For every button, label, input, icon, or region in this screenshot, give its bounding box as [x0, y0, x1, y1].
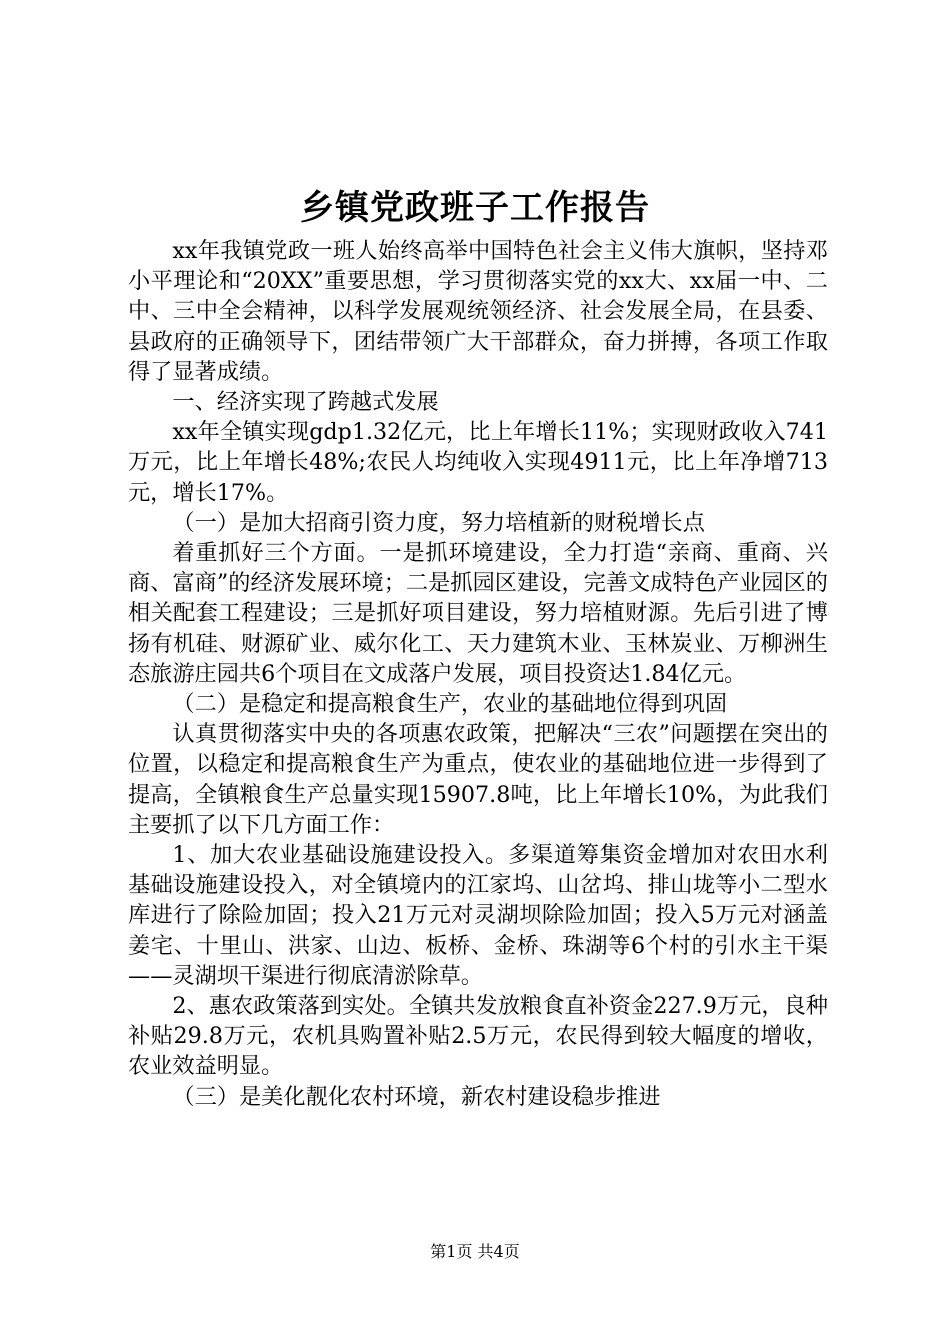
paragraph-grain: 认真贯彻落实中央的各项惠农政策，把解决“三农”问题摆在突出的位置，以稳定和提高粮食生产为重点，使农业的基础地位进一步得到了提高，全镇粮食生产总量实现15907.8吨，比上年增长10%，为此我们主要抓了以下几方面工作： — [128, 721, 828, 838]
document-body — [128, 236, 828, 1112]
paragraph-infrastructure: 1、加大农业基础设施建设投入。多渠道筹集资金增加对农田水利基础设施建设投入，对全镇境内的江家坞、山岔坞、排山垅等小二型水库进行了除险加固；投入21万元对灵湖坝除险加固；投入5万元对涵盖姜宅、十里山、洪家、山边、板桥、金桥、珠湖等6个村的引水主干渠——灵湖坝干渠进行彻底清淤除草。 — [128, 842, 828, 989]
page-number-footer: 第1页 共4页 — [430, 1242, 520, 1261]
subsection-heading-investment: （一）是加大招商引资力度，努力培植新的财税增长点 — [172, 509, 705, 536]
paragraph-subsidies: 2、惠农政策落到实处。全镇共发放粮食直补资金227.9万元，良种补贴29.8万元，农机具购置补贴2.5万元，农民得到较大幅度的增收，农业效益明显。 — [128, 993, 828, 1080]
paragraph-economy-stats: xx年全镇实现gdp1.32亿元，比上年增长11%；实现财政收入741万元，比上年增长48%;农民人均纯收入实现4911元，比上年净增713元，增长17%。 — [128, 419, 828, 506]
section-heading-economy: 一、经济实现了跨越式发展 — [172, 389, 439, 416]
paragraph-intro: xx年我镇党政一班人始终高举中国特色社会主义伟大旗帜，坚持邓小平理论和“20XX”重要思想，学习贯彻落实党的xx大、xx届一中、二中、三中全会精神，以科学发展观统领经济、社会发展全局，在县委、县政府的正确领导下，团结带领广大干部群众，奋力拼搏，各项工作取得了显著成绩。 — [128, 238, 828, 385]
subsection-heading-grain: （二）是稳定和提高粮食生产，农业的基础地位得到巩固 — [172, 691, 728, 718]
page-title: 乡镇党政班子工作报告 — [300, 188, 650, 228]
subsection-heading-environment: （三）是美化靓化农村环境，新农村建设稳步推进 — [172, 1083, 661, 1110]
paragraph-investment: 着重抓好三个方面。一是抓环境建设，全力打造“亲商、重商、兴商、富商”的经济发展环境；二是抓园区建设，完善文成特色产业园区的相关配套工程建设；三是抓好项目建设，努力培植财源。先后引进了博扬有机硅、财源矿业、威尔化工、天力建筑木业、玉林炭业、万柳洲生态旅游庄园共6个项目在文成落户发展，项目投资达1.84亿元。 — [128, 540, 828, 687]
